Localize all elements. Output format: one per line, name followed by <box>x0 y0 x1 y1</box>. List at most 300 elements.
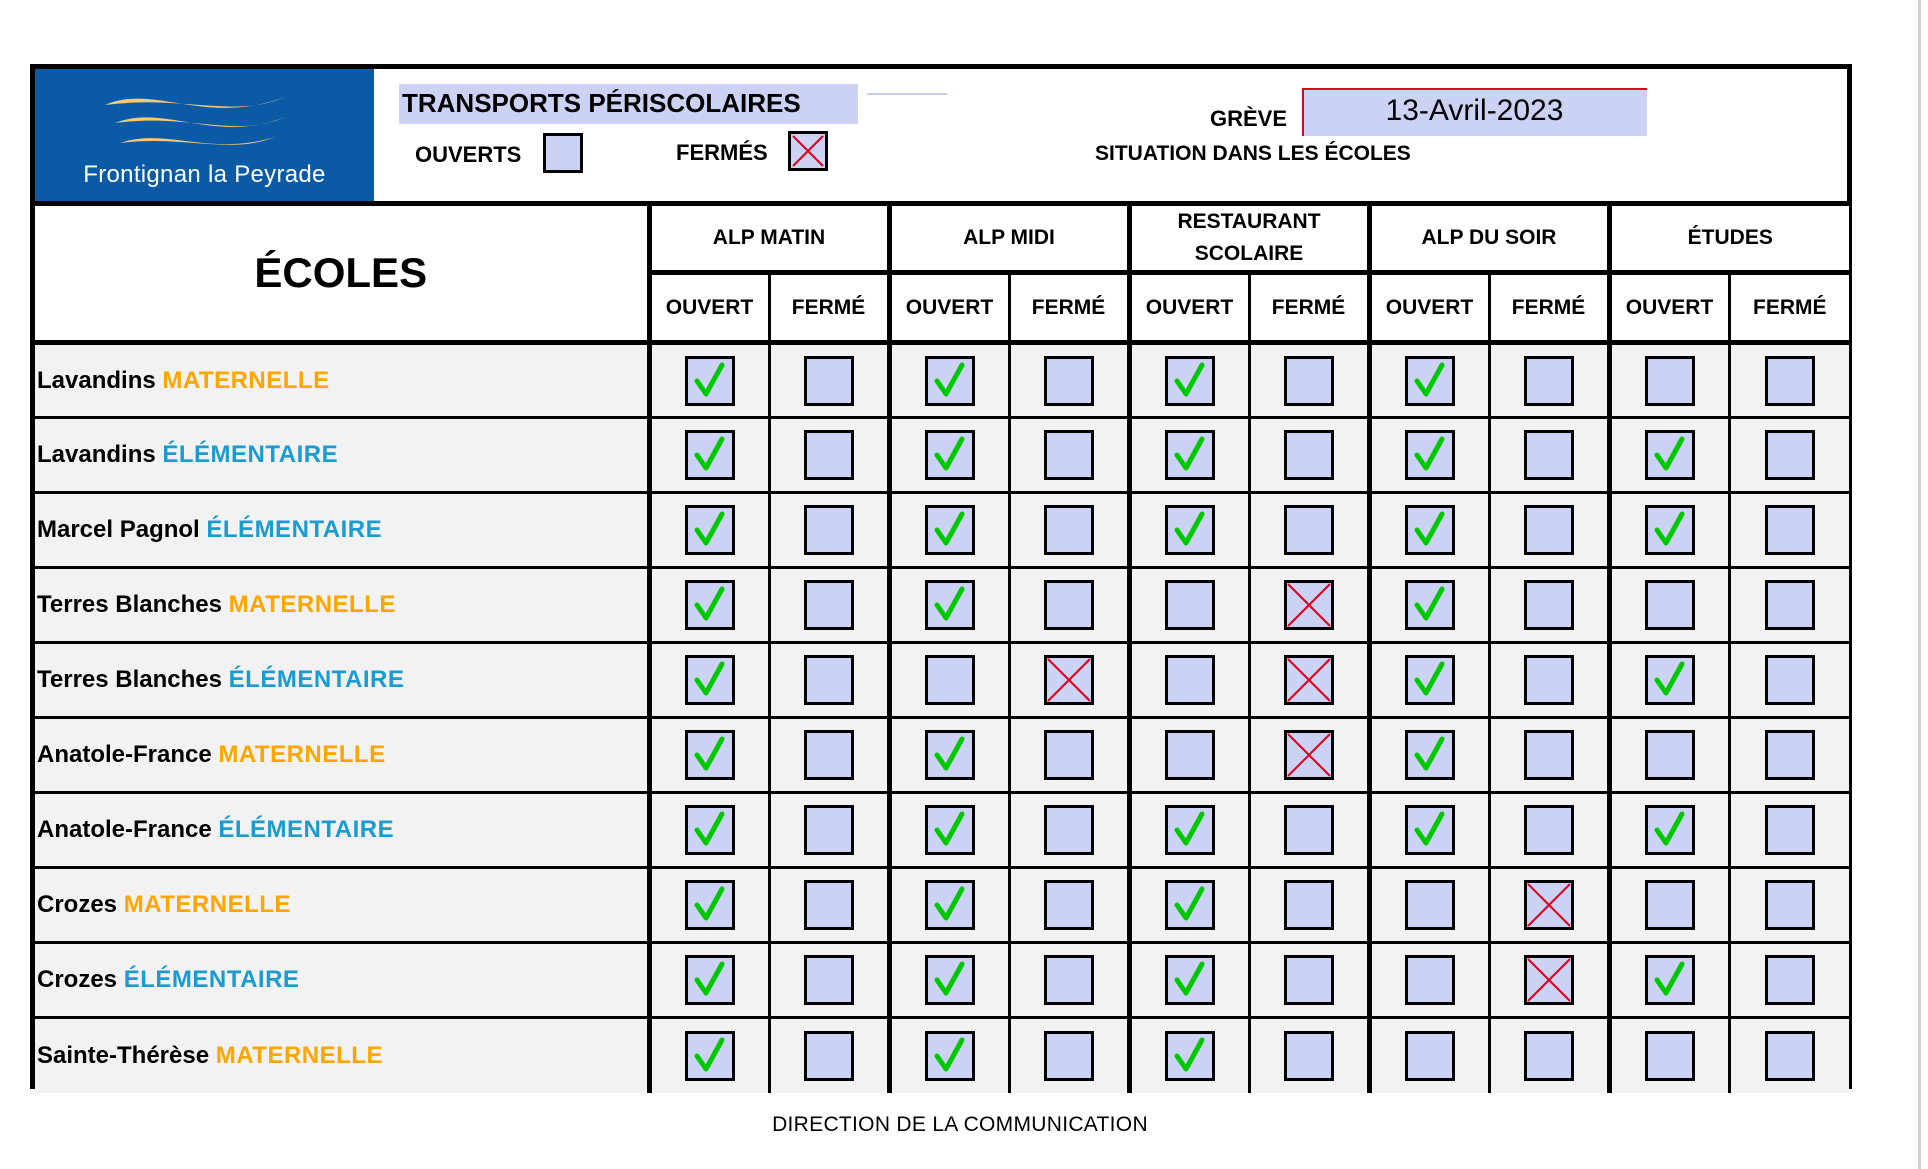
open-status-cell <box>889 868 1009 943</box>
check-mark-icon <box>928 733 972 777</box>
footer-text: DIRECTION DE LA COMMUNICATION <box>772 1113 1148 1136</box>
open-status-cell <box>1369 568 1489 643</box>
closed-status-cell <box>1729 793 1849 868</box>
open-status-cell <box>649 643 769 718</box>
status-checkbox <box>685 655 735 705</box>
check-mark-icon <box>688 1034 732 1078</box>
status-checkbox <box>925 580 975 630</box>
open-status-cell <box>889 418 1009 493</box>
school-name-cell <box>35 718 649 793</box>
group-header-restaurant-scolaire <box>1129 206 1369 273</box>
school-level: ÉLÉMENTAIRE <box>228 666 405 693</box>
open-status-cell <box>649 1018 769 1093</box>
closed-status-cell <box>769 343 889 418</box>
open-status-cell <box>1609 793 1729 868</box>
sub-header-open-alp-midi: OUVERT <box>889 273 1009 343</box>
status-checkbox <box>1165 880 1215 930</box>
open-status-cell <box>889 568 1009 643</box>
closed-status-cell <box>1729 643 1849 718</box>
sub-header-closed-alp-du-soir: FERMÉ <box>1489 273 1609 343</box>
status-checkbox <box>925 955 975 1005</box>
closed-status-cell <box>1729 718 1849 793</box>
check-mark-icon <box>928 508 972 552</box>
status-checkbox <box>1405 880 1455 930</box>
closed-status-cell <box>1729 493 1849 568</box>
status-checkbox <box>1524 730 1574 780</box>
check-mark-icon <box>1408 733 1452 777</box>
open-status-cell <box>1609 568 1729 643</box>
check-mark-icon <box>928 883 972 927</box>
status-checkbox <box>1405 730 1455 780</box>
red-cross-icon <box>1287 658 1331 702</box>
check-mark-icon <box>928 1034 972 1078</box>
status-checkbox <box>1645 955 1695 1005</box>
sub-header-closed-alp-matin: FERMÉ <box>769 273 889 343</box>
situation-label: SITUATION DANS LES ÉCOLES <box>1095 142 1411 165</box>
open-status-cell <box>1369 793 1489 868</box>
school-name-cell <box>35 418 649 493</box>
table-row <box>35 943 1849 1018</box>
check-mark-icon <box>1648 658 1692 702</box>
status-checkbox <box>925 1031 975 1081</box>
open-status-cell <box>649 343 769 418</box>
check-mark-icon <box>688 658 732 702</box>
open-status-cell <box>649 943 769 1018</box>
status-checkbox <box>1765 505 1815 555</box>
status-checkbox <box>1284 430 1334 480</box>
check-mark-icon <box>928 958 972 1002</box>
red-cross-icon <box>1287 583 1331 627</box>
table-row <box>35 1018 1849 1093</box>
open-status-cell <box>649 568 769 643</box>
check-mark-icon <box>1168 508 1212 552</box>
table-body <box>35 343 1849 1093</box>
red-cross-icon <box>1047 658 1091 702</box>
closed-status-cell <box>1009 868 1129 943</box>
open-status-cell <box>889 718 1009 793</box>
school-name: Anatole-France <box>37 816 212 843</box>
status-checkbox <box>1645 430 1695 480</box>
closed-status-cell <box>1249 418 1369 493</box>
status-checkbox <box>1284 505 1334 555</box>
open-status-cell <box>1129 568 1249 643</box>
closed-status-cell <box>1009 568 1129 643</box>
school-level: ÉLÉMENTAIRE <box>218 816 395 843</box>
closed-status-cell <box>1009 643 1129 718</box>
closed-status-cell <box>1249 568 1369 643</box>
school-name-cell <box>35 343 649 418</box>
strike-label: GRÈVE <box>1210 106 1288 131</box>
frontignan-logo <box>35 69 374 203</box>
red-cross-icon <box>1527 883 1571 927</box>
check-mark-icon <box>1408 583 1452 627</box>
status-checkbox <box>1765 655 1815 705</box>
logo-text: Frontignan la Peyrade <box>83 161 326 188</box>
open-status-cell <box>649 418 769 493</box>
status-checkbox <box>1524 805 1574 855</box>
status-checkbox <box>1284 580 1334 630</box>
status-checkbox <box>685 1031 735 1081</box>
closed-status-cell <box>1249 718 1369 793</box>
check-mark-icon <box>688 808 732 852</box>
open-status-cell <box>1369 343 1489 418</box>
sub-header-closed-restaurant-scolaire: FERMÉ <box>1249 273 1369 343</box>
closed-status-cell <box>769 418 889 493</box>
closed-status-cell <box>1009 493 1129 568</box>
school-name: Terres Blanches <box>37 591 222 618</box>
closed-status-cell <box>769 1018 889 1093</box>
status-checkbox <box>925 730 975 780</box>
status-checkbox <box>925 505 975 555</box>
status-checkbox <box>925 880 975 930</box>
status-checkbox <box>1044 805 1094 855</box>
status-checkbox <box>1044 880 1094 930</box>
red-cross-icon <box>1527 958 1571 1002</box>
closed-status-cell <box>1729 418 1849 493</box>
check-mark-icon <box>1168 883 1212 927</box>
closed-status-cell <box>1009 1018 1129 1093</box>
status-checkbox <box>1405 805 1455 855</box>
open-status-cell <box>1609 418 1729 493</box>
status-checkbox <box>1284 730 1334 780</box>
table-row <box>35 868 1849 943</box>
status-checkbox <box>804 1031 854 1081</box>
group-header-restaurant-label: RESTAURANT SCOLAIRE <box>1177 210 1321 265</box>
check-mark-icon <box>1408 658 1452 702</box>
legend-open-label: OUVERTS <box>415 142 522 167</box>
status-checkbox <box>1165 430 1215 480</box>
closed-status-cell <box>1249 943 1369 1018</box>
check-mark-icon <box>1648 433 1692 477</box>
check-mark-icon <box>928 808 972 852</box>
open-status-cell <box>889 343 1009 418</box>
closed-status-cell <box>769 493 889 568</box>
closed-status-cell <box>1249 1018 1369 1093</box>
status-checkbox <box>925 655 975 705</box>
status-checkbox <box>1284 805 1334 855</box>
open-status-cell <box>1129 718 1249 793</box>
status-checkbox <box>1405 430 1455 480</box>
status-checkbox <box>685 880 735 930</box>
school-level: MATERNELLE <box>162 366 330 394</box>
table-row <box>35 643 1849 718</box>
status-checkbox <box>685 805 735 855</box>
school-name-cell <box>35 493 649 568</box>
status-checkbox <box>1044 955 1094 1005</box>
status-checkbox <box>1524 505 1574 555</box>
status-checkbox <box>1284 1031 1334 1081</box>
school-level: ÉLÉMENTAIRE <box>123 966 300 993</box>
status-checkbox <box>1524 356 1574 406</box>
status-checkbox <box>1765 1031 1815 1081</box>
closed-status-cell <box>1489 568 1609 643</box>
open-status-cell <box>889 493 1009 568</box>
status-checkbox <box>804 505 854 555</box>
school-name: Marcel Pagnol <box>37 516 200 543</box>
status-checkbox <box>1165 655 1215 705</box>
page-title: TRANSPORTS PÉRISCOLAIRES <box>402 88 801 118</box>
status-checkbox <box>1405 580 1455 630</box>
status-checkbox <box>1765 805 1815 855</box>
school-name-cell <box>35 568 649 643</box>
school-name-cell <box>35 868 649 943</box>
sub-header-closed-etudes: FERMÉ <box>1729 273 1849 343</box>
status-checkbox <box>1645 356 1695 406</box>
open-status-cell <box>1609 868 1729 943</box>
status-checkbox <box>1645 1031 1695 1081</box>
closed-status-cell <box>1249 343 1369 418</box>
status-checkbox <box>1524 430 1574 480</box>
status-checkbox <box>1765 730 1815 780</box>
school-level: ÉLÉMENTAIRE <box>206 516 383 543</box>
open-status-cell <box>889 643 1009 718</box>
status-checkbox <box>1165 505 1215 555</box>
table-row <box>35 718 1849 793</box>
check-mark-icon <box>1168 1034 1212 1078</box>
closed-status-cell <box>1729 943 1849 1018</box>
table-row <box>35 793 1849 868</box>
open-status-cell <box>649 868 769 943</box>
school-name-cell <box>35 793 649 868</box>
status-checkbox <box>804 805 854 855</box>
sub-header-open-alp-matin: OUVERT <box>649 273 769 343</box>
closed-status-cell <box>1489 1018 1609 1093</box>
check-mark-icon <box>1408 508 1452 552</box>
status-checkbox <box>1165 955 1215 1005</box>
closed-status-cell <box>1489 493 1609 568</box>
check-mark-icon <box>1168 958 1212 1002</box>
status-checkbox <box>1165 805 1215 855</box>
check-mark-icon <box>688 733 732 777</box>
closed-status-cell <box>1009 343 1129 418</box>
check-mark-icon <box>688 583 732 627</box>
status-checkbox <box>1405 655 1455 705</box>
title-underline <box>867 93 947 95</box>
check-mark-icon <box>1648 808 1692 852</box>
check-mark-icon <box>1648 958 1692 1002</box>
closed-status-cell <box>1489 718 1609 793</box>
open-status-cell <box>649 718 769 793</box>
open-status-cell <box>1609 1018 1729 1093</box>
open-status-cell <box>1369 418 1489 493</box>
status-checkbox <box>1405 1031 1455 1081</box>
status-checkbox <box>1524 580 1574 630</box>
open-status-cell <box>1129 793 1249 868</box>
closed-status-cell <box>1729 868 1849 943</box>
table-row <box>35 343 1849 418</box>
closed-status-cell <box>1489 793 1609 868</box>
legend-closed-label: FERMÉS <box>676 140 768 165</box>
check-mark-icon <box>688 958 732 1002</box>
open-status-cell <box>1369 868 1489 943</box>
status-checkbox <box>1284 880 1334 930</box>
status-checkbox <box>1044 655 1094 705</box>
status-checkbox <box>804 356 854 406</box>
closed-status-cell <box>769 793 889 868</box>
closed-status-cell <box>1009 943 1129 1018</box>
school-name: Sainte-Thérèse <box>37 1041 210 1069</box>
status-checkbox <box>1645 805 1695 855</box>
closed-status-cell <box>1489 943 1609 1018</box>
status-checkbox <box>1765 430 1815 480</box>
schools-column-header: ÉCOLES <box>35 206 649 343</box>
red-cross-icon <box>1287 733 1331 777</box>
check-mark-icon <box>1168 359 1212 403</box>
status-checkbox <box>1765 955 1815 1005</box>
school-name-cell <box>35 1018 649 1093</box>
open-status-cell <box>1129 643 1249 718</box>
school-name: Lavandins <box>37 441 156 468</box>
group-header-alp-matin: ALP MATIN <box>649 206 889 273</box>
check-mark-icon <box>1408 808 1452 852</box>
status-checkbox <box>1765 580 1815 630</box>
check-mark-icon <box>688 883 732 927</box>
closed-status-cell <box>769 943 889 1018</box>
closed-status-cell <box>1729 1018 1849 1093</box>
open-status-cell <box>1129 493 1249 568</box>
status-checkbox <box>1645 880 1695 930</box>
status-checkbox <box>685 580 735 630</box>
status-checkbox <box>1645 730 1695 780</box>
status-checkbox <box>925 805 975 855</box>
open-status-cell <box>1609 943 1729 1018</box>
open-status-cell <box>1609 718 1729 793</box>
school-level: MATERNELLE <box>123 891 291 918</box>
status-checkbox <box>1044 505 1094 555</box>
status-checkbox <box>685 505 735 555</box>
waves-icon <box>95 87 295 157</box>
school-name: Anatole-France <box>37 741 212 768</box>
status-checkbox <box>925 430 975 480</box>
legend-closed-box <box>788 131 828 171</box>
check-mark-icon <box>688 508 732 552</box>
status-checkbox <box>804 955 854 1005</box>
open-status-cell <box>1609 343 1729 418</box>
status-checkbox <box>685 955 735 1005</box>
open-status-cell <box>649 493 769 568</box>
check-mark-icon <box>1408 433 1452 477</box>
closed-status-cell <box>1009 718 1129 793</box>
status-checkbox <box>1284 655 1334 705</box>
status-checkbox <box>1044 580 1094 630</box>
closed-status-cell <box>769 643 889 718</box>
status-checkbox <box>1044 730 1094 780</box>
school-name: Terres Blanches <box>37 666 222 693</box>
closed-status-cell <box>769 868 889 943</box>
school-name-cell <box>35 643 649 718</box>
closed-status-cell <box>1489 868 1609 943</box>
open-status-cell <box>1129 943 1249 1018</box>
open-status-cell <box>1369 643 1489 718</box>
status-checkbox <box>1165 730 1215 780</box>
school-name: Crozes <box>37 891 118 918</box>
status-checkbox <box>1645 505 1695 555</box>
open-status-cell <box>1369 718 1489 793</box>
open-status-cell <box>889 943 1009 1018</box>
school-level: ÉLÉMENTAIRE <box>162 441 339 468</box>
schools-table <box>35 206 1849 1093</box>
status-checkbox <box>804 430 854 480</box>
closed-status-cell <box>1729 343 1849 418</box>
status-checkbox <box>1284 356 1334 406</box>
status-checkbox <box>1165 1031 1215 1081</box>
closed-status-cell <box>1249 868 1369 943</box>
status-checkbox <box>1524 655 1574 705</box>
sub-header-closed-alp-midi: FERMÉ <box>1009 273 1129 343</box>
open-status-cell <box>1129 868 1249 943</box>
open-status-cell <box>1129 1018 1249 1093</box>
status-checkbox <box>685 430 735 480</box>
open-status-cell <box>649 793 769 868</box>
closed-status-cell <box>769 568 889 643</box>
status-checkbox <box>925 356 975 406</box>
status-checkbox <box>804 580 854 630</box>
check-mark-icon <box>928 583 972 627</box>
closed-status-cell <box>1249 493 1369 568</box>
open-status-cell <box>1369 943 1489 1018</box>
sub-header-open-etudes: OUVERT <box>1609 273 1729 343</box>
school-name-cell <box>35 943 649 1018</box>
status-checkbox <box>1405 955 1455 1005</box>
group-header-alp-du-soir: ALP DU SOIR <box>1369 206 1609 273</box>
group-header-alp-midi: ALP MIDI <box>889 206 1129 273</box>
school-name: Crozes <box>37 966 118 993</box>
closed-status-cell <box>769 718 889 793</box>
school-level: MATERNELLE <box>215 1041 383 1069</box>
closed-status-cell <box>1009 418 1129 493</box>
closed-status-cell <box>1489 343 1609 418</box>
status-checkbox <box>1645 580 1695 630</box>
status-checkbox <box>1524 1031 1574 1081</box>
window-edge <box>1918 0 1921 1169</box>
check-mark-icon <box>1168 808 1212 852</box>
footer <box>0 1113 1928 1137</box>
status-checkbox <box>804 880 854 930</box>
status-checkbox <box>1405 356 1455 406</box>
school-name: Lavandins <box>37 366 156 394</box>
open-status-cell <box>1129 343 1249 418</box>
document-header <box>30 64 1852 206</box>
status-checkbox <box>1765 880 1815 930</box>
status-checkbox <box>1765 356 1815 406</box>
check-mark-icon <box>1168 433 1212 477</box>
status-checkbox <box>1524 880 1574 930</box>
status-checkbox <box>1284 955 1334 1005</box>
group-header-etudes: ÉTUDES <box>1609 206 1849 273</box>
school-level: MATERNELLE <box>228 591 396 618</box>
open-status-cell <box>889 1018 1009 1093</box>
open-status-cell <box>1609 643 1729 718</box>
table-row <box>35 568 1849 643</box>
status-checkbox <box>804 655 854 705</box>
status-checkbox <box>1645 655 1695 705</box>
status-checkbox <box>1044 430 1094 480</box>
closed-status-cell <box>1009 793 1129 868</box>
check-mark-icon <box>1648 508 1692 552</box>
closed-status-cell <box>1249 643 1369 718</box>
check-mark-icon <box>1408 359 1452 403</box>
sub-header-open-alp-du-soir: OUVERT <box>1369 273 1489 343</box>
status-checkbox <box>1165 580 1215 630</box>
open-status-cell <box>1129 418 1249 493</box>
table-row <box>35 493 1849 568</box>
closed-status-cell <box>1249 793 1369 868</box>
closed-status-cell <box>1489 418 1609 493</box>
date-value: 13-Avril-2023 <box>1385 94 1564 127</box>
legend-open-box <box>543 133 583 173</box>
status-checkbox <box>685 730 735 780</box>
status-checkbox <box>1165 356 1215 406</box>
